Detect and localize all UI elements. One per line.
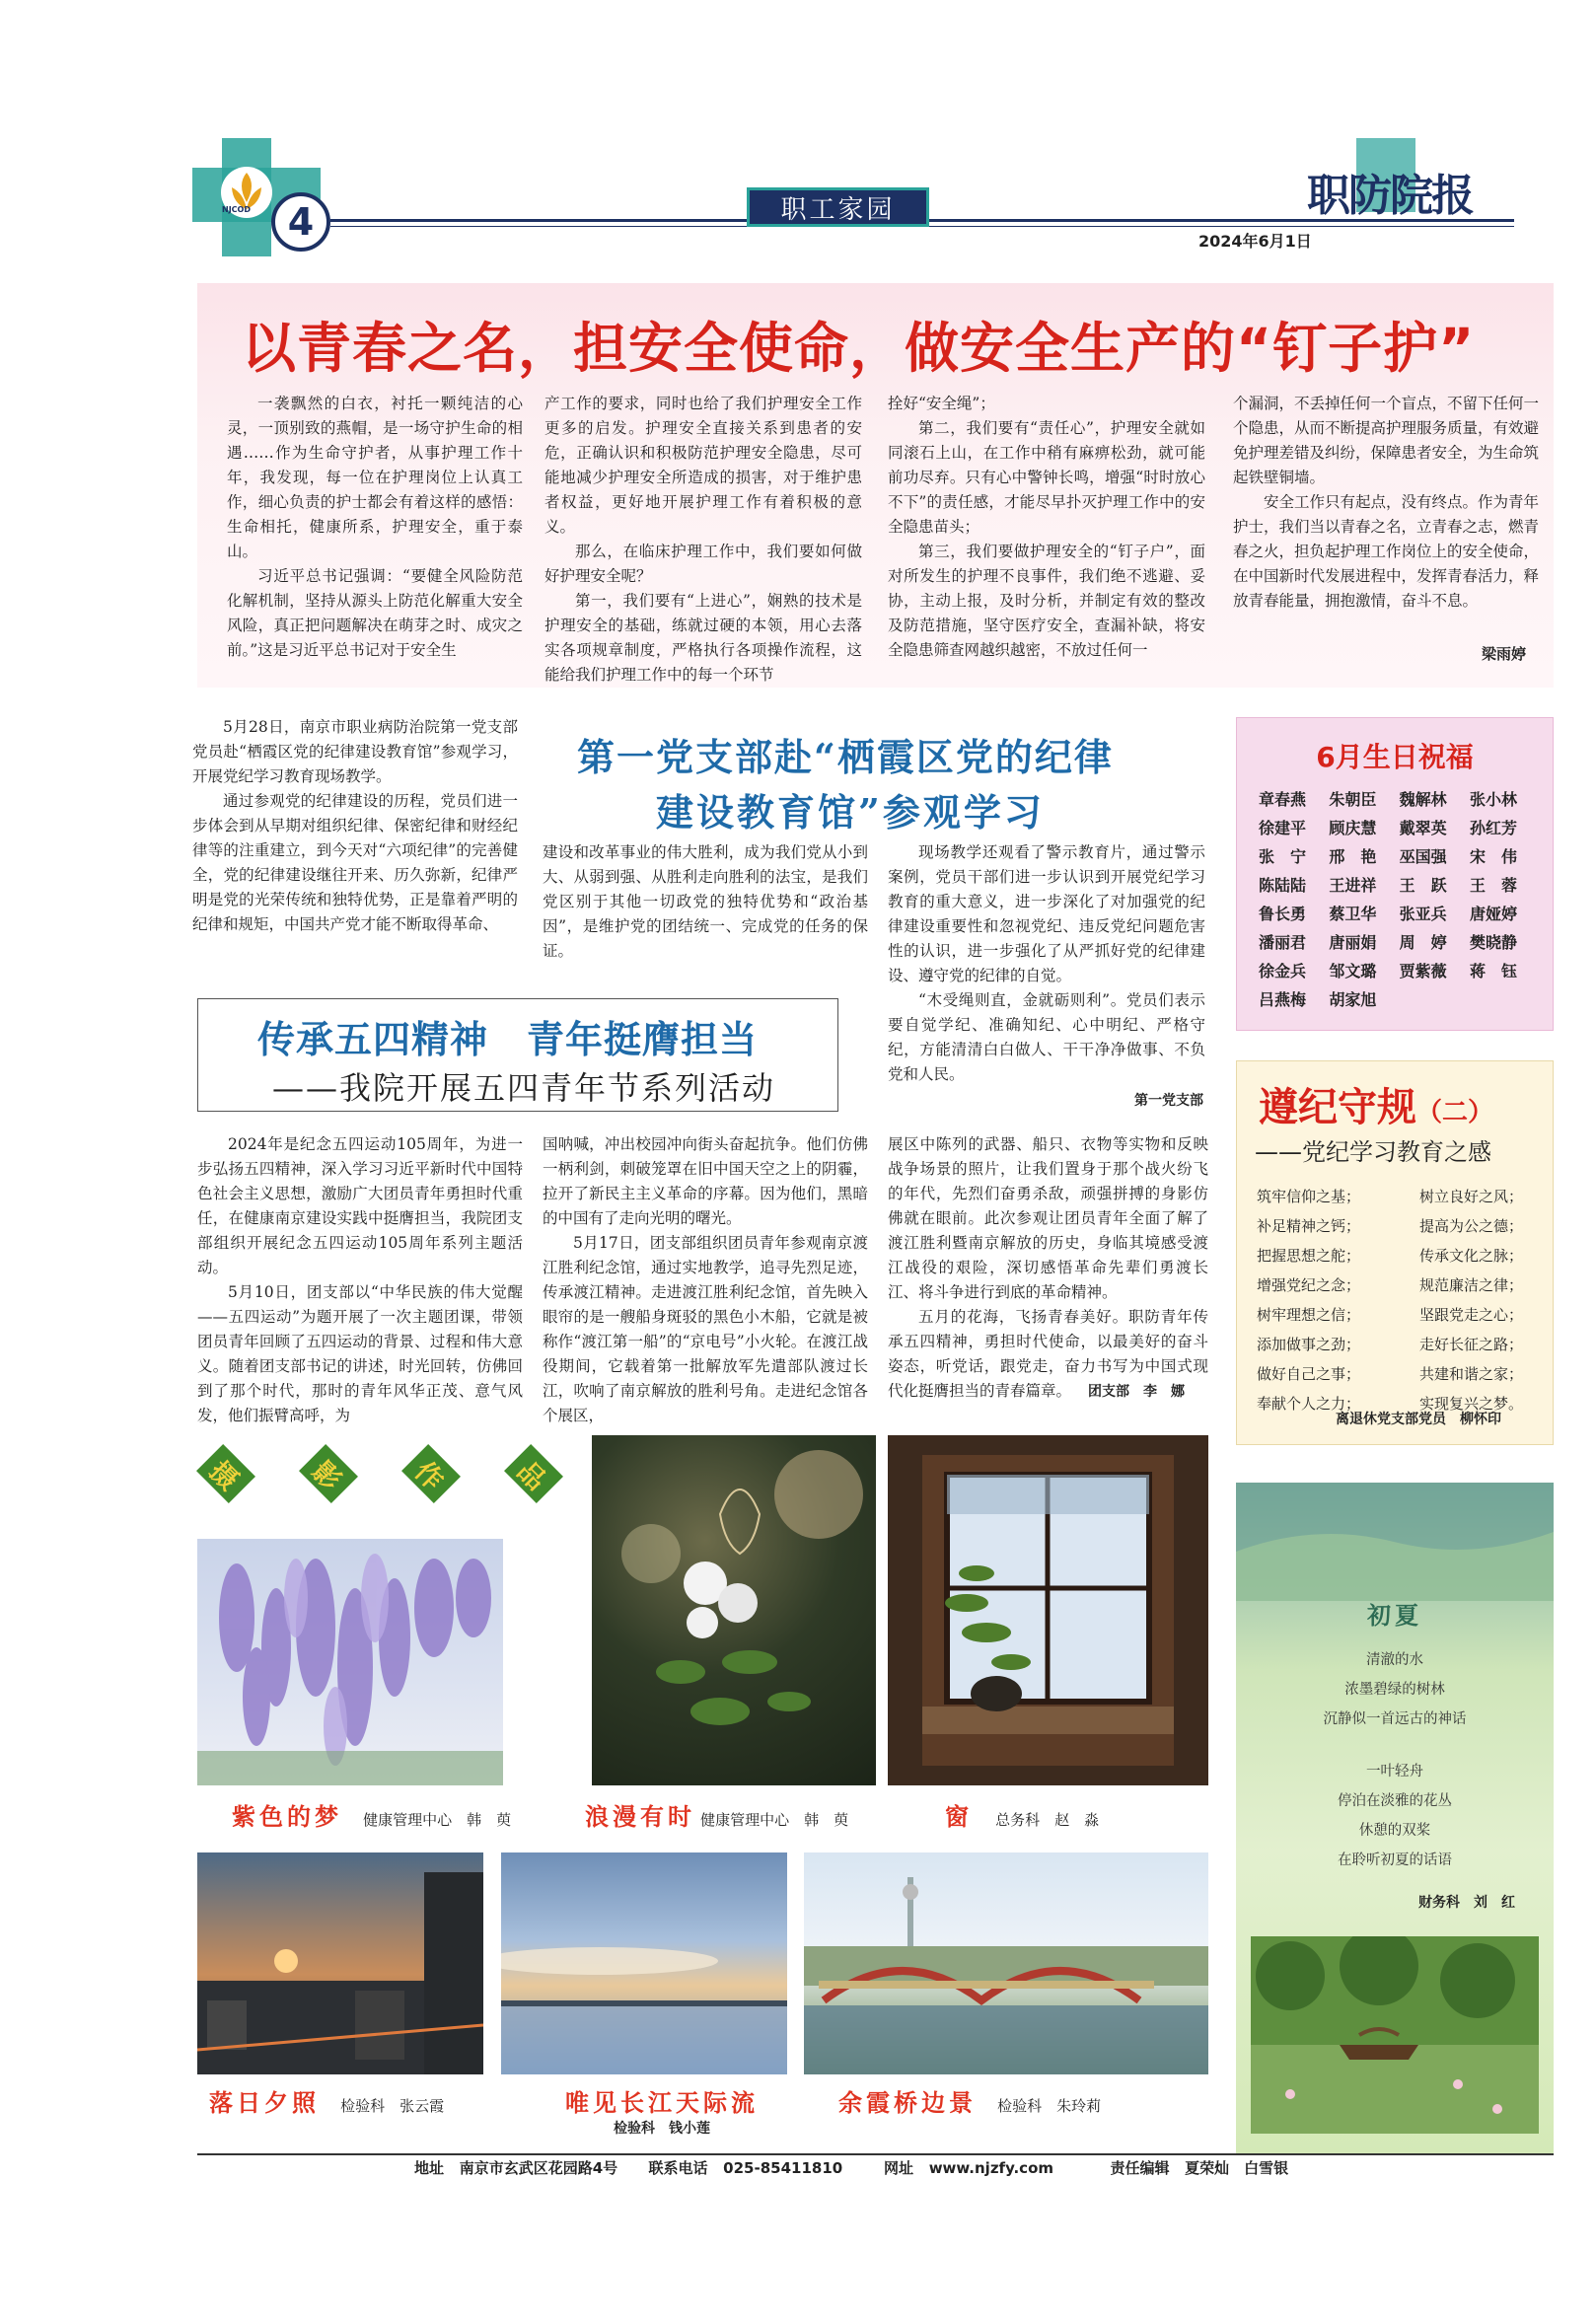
poem-stanza-1 — [1236, 1645, 1554, 1734]
article-safety-col4 — [1233, 392, 1539, 614]
discipline-line: 补足精神之钙； — [1257, 1217, 1361, 1235]
paragraph: 拴好“安全绳”； — [888, 395, 995, 412]
poem-box — [1236, 1483, 1554, 2153]
photo-sunset — [197, 1852, 483, 2074]
birthday-box — [1236, 717, 1554, 1031]
discipline-line: 筑牢信仰之基； — [1257, 1188, 1361, 1205]
discipline-line: 把握思想之舵； — [1257, 1247, 1361, 1265]
birthday-name: 贾紫薇 — [1399, 962, 1447, 980]
caption-credit: 健康管理中心 韩 萸 — [700, 1811, 849, 1829]
birthday-name: 徐金兵 — [1259, 962, 1307, 980]
birthday-name: 胡家旭 — [1329, 990, 1377, 1009]
birthday-name: 邹文璐 — [1329, 962, 1377, 980]
sunset-image — [197, 1852, 483, 2074]
page-number-badge — [271, 192, 330, 252]
discipline-subtitle: ——党纪学习教育之感 — [1255, 1138, 1491, 1166]
caption-title: 落日夕照 — [209, 2088, 320, 2117]
footer-phone: 025-85411810 — [723, 2159, 843, 2177]
birthday-name: 孙红芳 — [1469, 819, 1517, 837]
birthday-name: 蒋 钰 — [1469, 962, 1517, 980]
caption-river — [529, 2083, 795, 2138]
photography-label — [197, 1450, 562, 1497]
poem-stanza-2 — [1236, 1757, 1554, 1875]
birthday-row — [1259, 814, 1531, 842]
logo-text: NJCOD — [222, 205, 251, 214]
photo-river — [501, 1852, 787, 2074]
paragraph: 第一，我们要有“上进心”，娴熟的技术是护理安全的基础，练就过硬的本领，用心去落实各项规章制度，严格执行各项操作流程，这能给我们护理工作中的每一个环节 — [544, 592, 862, 684]
paragraph: 五月的花海，飞扬青春美好。职防青年传承五四精神，勇担时代使命，以最美好的奋斗姿态，听党话，跟党走，奋力书写为中国式现代化挺膺担当的青春篇章。 — [888, 1308, 1208, 1400]
paragraph: 5月28日，南京市职业病防治院第一党支部党员赴“栖霞区党的纪律建设教育馆”参观学习，开展党纪学习教育现场教学。 — [192, 718, 518, 785]
section-tab — [747, 187, 929, 227]
caption-credit: 检验科 张云霞 — [340, 2097, 445, 2115]
caption-title: 唯见长江天际流 — [565, 2088, 759, 2117]
discipline-line: 传承文化之脉； — [1419, 1247, 1524, 1265]
paragraph: 第三，我们要做护理安全的“钉子户”，面对所发生的护理不良事件，我们绝不逃避、妥协，主动上报，及时分析，并制定有效的整改及防范措施，坚守医疗安全，查漏补缺，将安全隐患筛查网越织越密，不放过任何一 — [888, 543, 1205, 659]
header — [192, 138, 1554, 256]
birthday-name: 徐建平 — [1259, 819, 1307, 837]
discipline-title: 遵纪守规 — [1259, 1085, 1416, 1130]
discipline-line: 做好自己之事； — [1257, 1365, 1361, 1383]
birthday-name: 王 蓉 — [1469, 876, 1517, 895]
birthday-list — [1259, 785, 1531, 1014]
section-title: 职工家园 — [780, 194, 896, 225]
caption-title: 窗 — [945, 1802, 973, 1831]
footer-editors: 夏荣灿 白雪银 — [1185, 2159, 1289, 2177]
birthday-title: 6月生日祝福 — [1316, 741, 1474, 773]
birthday-row — [1259, 785, 1531, 814]
discipline-line: 奉献个人之力； — [1257, 1395, 1361, 1413]
birthday-row — [1259, 871, 1531, 900]
birthday-name: 宋 伟 — [1469, 847, 1517, 866]
birthday-name: 邢 艳 — [1329, 847, 1377, 866]
caption-title: 紫色的梦 — [232, 1802, 342, 1831]
birthday-row — [1259, 900, 1531, 928]
paragraph: 安全工作只有起点，没有终点。作为青年护士，我们当以青春之名，立青春之志，燃青春之火，担负起护理工作岗位上的安全使命，在中国新时代发展进程中，发挥青春活力，释放青春能量，拥抱激情，奋斗不息。 — [1233, 493, 1540, 610]
article-party-title-2: 建设教育馆”参观学习 — [656, 790, 1045, 835]
may-fourth-title: 传承五四精神 青年挺膺担当 — [257, 1018, 759, 1061]
caption-roses — [585, 1797, 848, 1832]
birthday-name: 王进祥 — [1329, 876, 1377, 895]
article-safety-title: 以青春之名，担安全使命，做安全生产的“钉子护” — [242, 317, 1476, 380]
discipline-line: 添加做事之劲； — [1257, 1336, 1361, 1353]
poem-line: 沉静似一首远古的神话 — [1323, 1711, 1467, 1727]
discipline-line: 增强党纪之念； — [1257, 1276, 1361, 1294]
paragraph: 现场教学还观看了警示教育片，通过警示案例，党员干部们进一步认识到开展党纪学习教育的重大意义，进一步深化了对加强党的纪律建设重要性和忽视党纪、违反党纪问题危害性的认识，进一步强化了从严抓好党的纪律建设、遵守党的纪律的自觉。 — [888, 843, 1205, 984]
may-fourth-subtitle: ——我院开展五四青年节系列活动 — [272, 1069, 776, 1107]
photography-label-char: 作 — [401, 1444, 461, 1503]
footer-editor-label: 责任编辑 — [1110, 2159, 1170, 2177]
birthday-name: 唐丽娟 — [1329, 933, 1377, 952]
paragraph: 建设和改革事业的伟大胜利，成为我们党从小到大、从弱到强、从胜利走向胜利的法宝，是我们党区别于其他一切政党的独特优势和“政治基因”，是维护党的团结统一、完成党的任务的保证。 — [543, 843, 868, 960]
poem-boat-image — [1251, 1936, 1539, 2134]
may-fourth-header — [197, 998, 838, 1112]
footer-phone-label: 联系电话 — [648, 2159, 708, 2177]
paragraph: 一袭飘然的白衣，衬托一颗纯洁的心灵，一顶别致的燕帽，是一场守护生命的相遇……作为生命守护者，从事护理工作十年，我发现，每一位在护理岗位上认真工作，细心负责的护士都会有着这样的感悟：生命相托，健康所系，护理安全，重于泰山。 — [227, 395, 523, 560]
birthday-name: 潘丽君 — [1259, 933, 1307, 952]
discipline-line: 共建和谐之家； — [1419, 1365, 1524, 1383]
article-safety-col3 — [888, 392, 1205, 663]
poem-line: 在聆听初夏的话语 — [1338, 1852, 1452, 1868]
page-number: 4 — [287, 200, 315, 244]
birthday-name: 吕燕梅 — [1259, 990, 1307, 1009]
may-fourth-col2 — [543, 1132, 868, 1428]
birthday-name: 魏解林 — [1399, 790, 1447, 809]
caption-credit: 健康管理中心 韩 萸 — [363, 1811, 512, 1829]
paragraph: 个漏洞，不丢掉任何一个盲点，不留下任何一个隐患，从而不断提高护理服务质量，有效避免护理差错及纠纷，保障患者安全，为生命筑起铁壁铜墙。 — [1233, 395, 1540, 486]
discipline-line: 实现复兴之梦。 — [1419, 1395, 1524, 1413]
birthday-name: 张 宁 — [1259, 847, 1307, 866]
paragraph: 国呐喊，冲出校园冲向街头奋起抗争。他们仿佛一柄利剑，刺破笼罩在旧中国天空之上的阴霾，拉开了新民主主义革命的序幕。因为他们，黑暗的中国有了走向光明的曙光。 — [543, 1135, 868, 1227]
birthday-name: 陈陆陆 — [1259, 876, 1307, 895]
caption-window — [945, 1797, 1099, 1832]
birthday-name: 戴翠英 — [1399, 819, 1447, 837]
paragraph: 展区中陈列的武器、船只、衣物等实物和反映战争场景的照片，让我们置身于那个战火纷飞的年代，先烈们奋勇杀敌，顽强拼搏的身影仿佛就在眼前。此次参观让团员青年全面了解了渡江胜利暨南京解放的历史，身临其境感受渡江战役的艰险，深切感悟革命先辈们勇渡长江、将斗争进行到底的革命精神。 — [888, 1135, 1208, 1301]
footer-address: 南京市玄武区花园路4号 — [459, 2159, 618, 2177]
paragraph: 那么，在临床护理工作中，我们要如何做好护理安全呢？ — [544, 543, 862, 585]
photo-wisteria — [197, 1539, 503, 1785]
birthday-name: 张小林 — [1469, 790, 1517, 809]
issue-date: 2024年6月1日 — [1198, 232, 1312, 251]
article-party-title-1: 第一党支部赴“栖霞区党的纪律 — [577, 735, 1114, 779]
poem-line: 一叶轻舟 — [1366, 1764, 1423, 1779]
birthday-name: 唐娅婷 — [1469, 905, 1517, 923]
footer-address-label: 地址 — [414, 2159, 445, 2177]
birthday-name: 张亚兵 — [1399, 905, 1447, 923]
footer-web-label: 网址 — [884, 2159, 914, 2177]
may-fourth-col3 — [888, 1132, 1208, 1404]
caption-title: 余霞桥边景 — [838, 2088, 977, 2117]
paragraph: 通过参观党的纪律建设的历程，党员们进一步体会到从早期对组织纪律、保密纪律和财经纪律等的注重建立，到今天对“六项纪律”的完善健全，党的纪律建设继往开来、历久弥新，纪律严明是党的光荣传统和独特优势，正是靠着严明的纪律和规矩，中国共产党才能不断取得革命、 — [192, 792, 518, 933]
paragraph: 5月10日，团支部以“中华民族的伟大觉醒——五四运动”为题开展了一次主题团课，带领团员青年回顾了五四运动的背景、过程和伟大意义。随着团支部书记的讲述，时光回转，仿佛回到了那个时代，那时的青年风华正茂、意气风发，他们振臂高呼，为 — [197, 1283, 523, 1424]
article-safety-author: 梁雨婷 — [1481, 645, 1526, 663]
caption-credit: 总务科 赵 淼 — [995, 1811, 1100, 1829]
caption-credit: 检验科 朱玲莉 — [997, 2097, 1102, 2115]
masthead: 职防院报 — [1307, 171, 1473, 221]
birthday-row — [1259, 985, 1531, 1014]
birthday-name: 王 跃 — [1399, 876, 1447, 895]
may-fourth-col1 — [197, 1132, 523, 1428]
bridge-image — [804, 1852, 1208, 2074]
photography-label-char: 影 — [299, 1444, 358, 1503]
discipline-left-column — [1257, 1182, 1395, 1418]
article-safety-col1 — [227, 392, 523, 663]
caption-bridge — [838, 2083, 1101, 2118]
caption-credit: 检验科 钱小莲 — [614, 2121, 710, 2137]
photography-label-char: 摄 — [196, 1444, 255, 1503]
discipline-box — [1236, 1060, 1554, 1445]
may-fourth-author: 团支部 李 娜 — [1088, 1384, 1185, 1400]
birthday-name: 顾庆慧 — [1329, 819, 1377, 837]
article-party-author: 第一党支部 — [1134, 1093, 1203, 1109]
discipline-author: 离退休党支部党员 柳怀印 — [1336, 1412, 1501, 1427]
poem-landscape-image — [1236, 1483, 1554, 1601]
caption-title: 浪漫有时 — [585, 1802, 695, 1831]
caption-sunset — [209, 2083, 444, 2118]
caption-wisteria — [232, 1797, 511, 1832]
article-safety — [197, 283, 1554, 688]
poem-line: 停泊在淡雅的花丛 — [1338, 1793, 1452, 1809]
photo-bridge — [804, 1852, 1208, 2074]
photo-roses — [592, 1435, 876, 1785]
discipline-line: 走好长征之路； — [1419, 1336, 1524, 1353]
paragraph: 第二，我们要有“责任心”，护理安全就如同滚石上山，在工作中稍有麻痹松劲，就可能前功尽弃。只有心中警钟长鸣，增强“时时放心不下”的责任感，才能尽早扑灭护理工作中的安全隐患苗头； — [888, 419, 1205, 536]
window-image — [888, 1435, 1208, 1785]
paragraph: 产工作的要求，同时也给了我们护理安全工作更多的启发。护理安全直接关系到患者的安危，正确认识和积极防范护理安全隐患，尽可能地减少护理安全所造成的损害，对于维护患者权益，更好地开展护理工作有着积极的意义。 — [544, 395, 862, 536]
discipline-line: 提高为公之德； — [1419, 1217, 1524, 1235]
paragraph: 2024年是纪念五四运动105周年，为进一步弘扬五四精神，深入学习习近平新时代中国特色社会主义思想，激励广大团员青年勇担时代重任，在健康南京建设实践中挺膺担当，我院团支部组织开展纪念五四运动105周年系列主题活动。 — [197, 1135, 523, 1276]
photo-window — [888, 1435, 1208, 1785]
discipline-part: （二） — [1416, 1098, 1494, 1127]
footer — [414, 2157, 1288, 2178]
birthday-name: 周 婷 — [1399, 933, 1447, 952]
discipline-line: 树牢理想之信； — [1257, 1306, 1361, 1324]
article-party-col1 — [192, 715, 518, 937]
poem-author: 财务科 刘 红 — [1418, 1895, 1515, 1911]
article-party-col2 — [543, 840, 868, 964]
birthday-name — [1400, 985, 1461, 1014]
paragraph: “木受绳则直，金就砺则利”。党员们表示要自觉学纪、准确知纪、心中明纪、严格守纪，方能清清白白做人、干干净净做事、不负党和人民。 — [888, 991, 1205, 1083]
birthday-name: 蔡卫华 — [1329, 905, 1377, 923]
discipline-line: 坚跟党走之心； — [1419, 1306, 1524, 1324]
poem-line: 浓墨碧绿的树林 — [1344, 1682, 1445, 1698]
paragraph: 5月17日，团支部组织团员青年参观南京渡江胜利纪念馆，通过实地教学，追寻先烈足迹，传承渡江精神。走进渡江胜利纪念馆，首先映入眼帘的是一艘船身斑驳的黑色小木船，它就是被称作“渡江第一船”的“京电号”小火轮。在渡江战役期间，它载着第一批解放军先遣部队渡过长江，吹响了南京解放的胜利号角。走进纪念馆各个展区， — [543, 1234, 868, 1424]
discipline-heading — [1259, 1076, 1493, 1132]
birthday-name: 鲁长勇 — [1259, 905, 1307, 923]
poem-line: 休憩的双桨 — [1358, 1823, 1431, 1839]
birthday-name — [1470, 985, 1531, 1014]
roses-image — [592, 1435, 876, 1785]
footer-rule — [197, 2153, 1554, 2155]
poem-line: 清澈的水 — [1366, 1652, 1423, 1668]
discipline-line: 树立良好之风； — [1419, 1188, 1524, 1205]
footer-web-link[interactable]: www.njzfy.com — [928, 2159, 1054, 2177]
photography-label-char: 品 — [504, 1444, 563, 1503]
birthday-name: 樊晓静 — [1469, 933, 1517, 952]
poem-title: 初夏 — [1367, 1601, 1422, 1630]
birthday-name: 章春燕 — [1259, 790, 1307, 809]
birthday-row — [1259, 842, 1531, 871]
discipline-line: 规范廉洁之律； — [1419, 1276, 1524, 1294]
river-image — [501, 1852, 787, 2074]
birthday-row — [1259, 928, 1531, 957]
article-safety-col2 — [544, 392, 862, 688]
article-party-col3 — [888, 840, 1205, 1087]
paragraph: 习近平总书记强调：“要健全风险防范化解机制，坚持从源头上防范化解重大安全风险，真正把问题解决在萌芽之时、成灾之前。”这是习近平总书记对于安全生 — [227, 567, 523, 659]
birthday-row — [1259, 957, 1531, 985]
birthday-name: 巫国强 — [1399, 847, 1447, 866]
birthday-name: 朱朝臣 — [1329, 790, 1377, 809]
wisteria-image — [197, 1539, 503, 1785]
discipline-right-column — [1419, 1182, 1558, 1418]
